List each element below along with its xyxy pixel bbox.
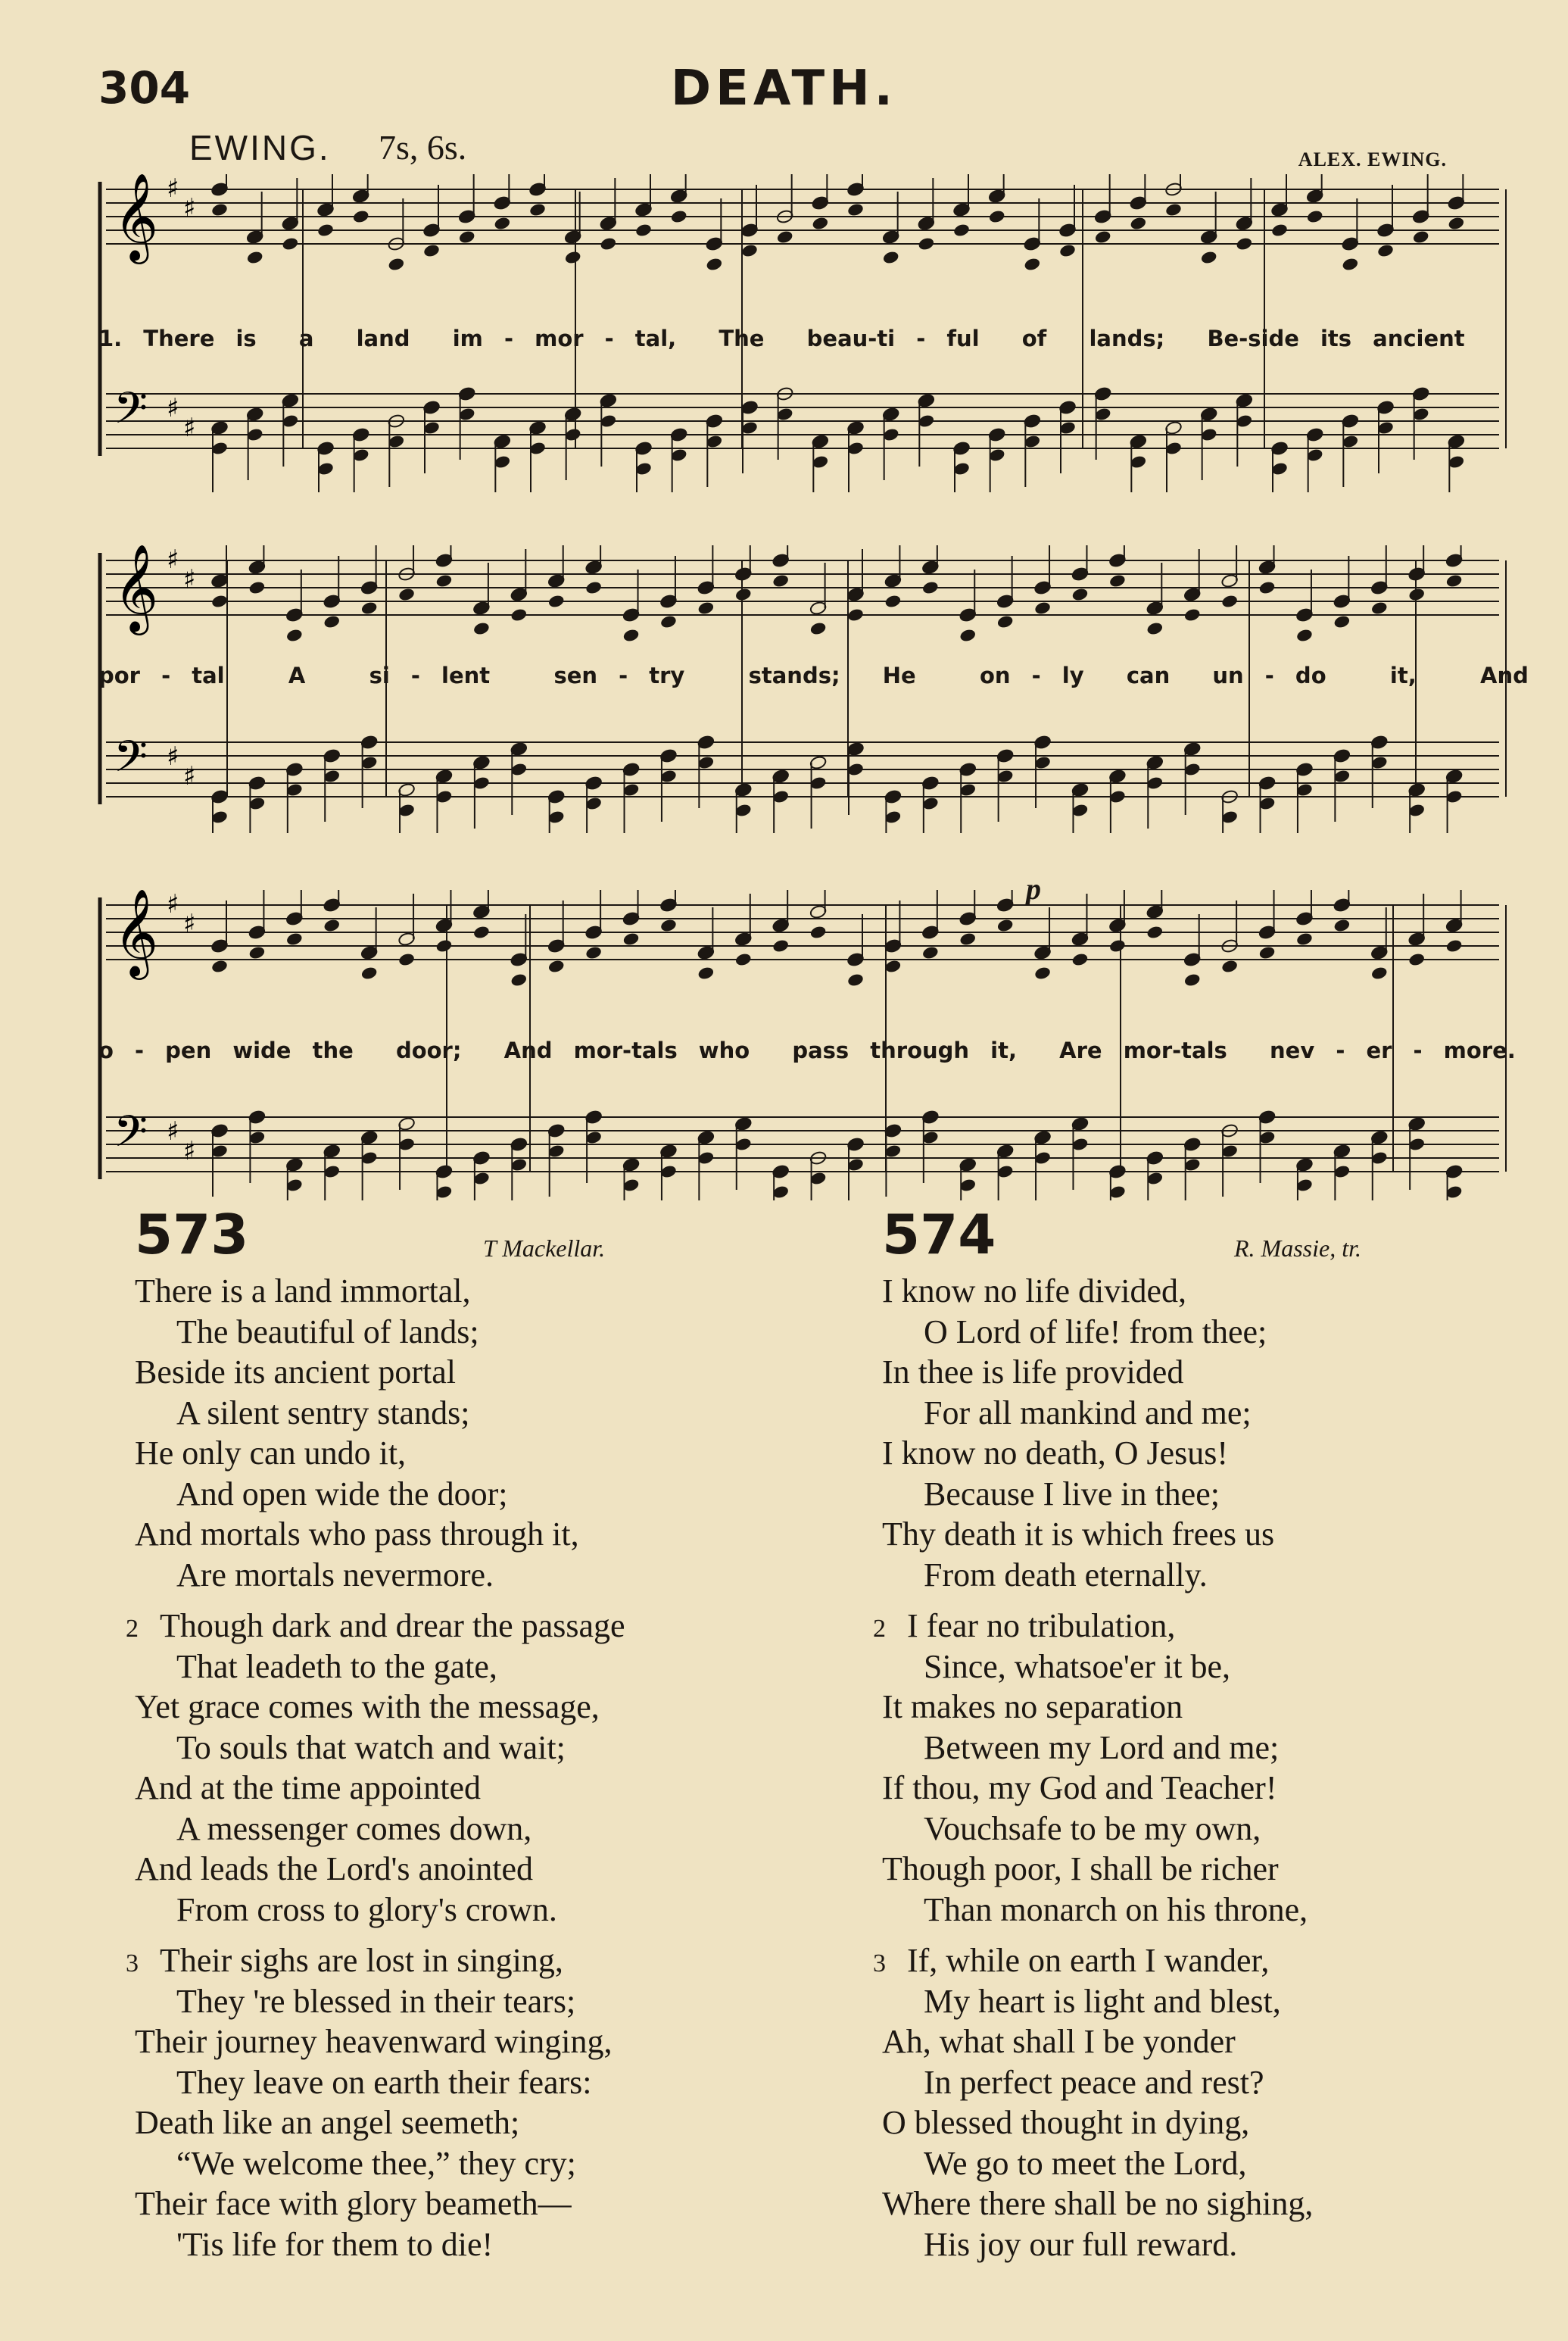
note-head [1295, 932, 1314, 947]
verse-text: Where there shall be no sighing, [882, 2185, 1314, 2222]
verse-text: For all mankind and me; [924, 1394, 1252, 1431]
note-head [846, 202, 865, 217]
note-head [812, 216, 830, 231]
verse-text: It makes no separation [882, 1688, 1183, 1725]
note-head [210, 594, 229, 609]
verse-line [135, 1312, 801, 1353]
note-head [472, 621, 491, 636]
note-head [285, 932, 304, 947]
note-head [809, 621, 828, 636]
verse-text: There is a land immortal, [135, 1272, 471, 1309]
note-head [1270, 223, 1289, 238]
note-head [397, 952, 416, 967]
note-head [1376, 243, 1395, 258]
verse-line [882, 2102, 1548, 2143]
note-head [846, 972, 865, 988]
hymn-number: 574 [882, 1203, 996, 1266]
verse-text: Though dark and drear the passage [160, 1607, 625, 1644]
note-head [472, 925, 491, 940]
note-head [210, 202, 229, 217]
note-head [1258, 580, 1277, 595]
note-head [547, 594, 566, 609]
verse-line [882, 1981, 1548, 2022]
verse-line [135, 1352, 801, 1393]
note-head [1024, 257, 1042, 272]
note-head [282, 236, 300, 251]
verse-line [882, 1890, 1548, 1931]
verse-text: And leads the Lord's anointed [135, 1850, 534, 1887]
note-head [996, 614, 1015, 629]
note-head [697, 601, 715, 616]
note-head [622, 932, 641, 947]
note-head [1183, 607, 1202, 623]
verse-text: “We welcome thee,” they cry; [176, 2144, 576, 2182]
verse-text: And open wide the door; [176, 1475, 508, 1512]
verse-text: Though poor, I shall be richer [882, 1850, 1279, 1887]
sharp-sign: ♯ [167, 393, 179, 423]
verse-text: Their face with glory beameth— [135, 2185, 572, 2222]
verse-text: The beautiful of lands; [176, 1313, 479, 1350]
verse-text: O Lord of life! from thee; [924, 1313, 1267, 1350]
verse-line [135, 2143, 801, 2184]
tune-name: EWING. [189, 128, 331, 167]
verse-text: They leave on earth their fears: [176, 2063, 592, 2101]
note-head [634, 223, 653, 238]
dynamic-mark: p [1026, 872, 1041, 906]
verse-line [135, 1474, 801, 1515]
note-head [921, 945, 940, 960]
note-head [921, 580, 940, 595]
verse-text: In perfect peace and rest? [924, 2063, 1264, 2101]
verse-text: Their sighs are lost in singing, [160, 1942, 563, 1979]
hymn-author: R. Massie, tr. [1234, 1234, 1361, 1262]
note-head [360, 966, 379, 981]
note-head [360, 601, 379, 616]
verse [126, 1606, 801, 1930]
verse-line [126, 1606, 801, 1647]
verse-line [135, 1647, 801, 1687]
note-head [706, 257, 724, 272]
verse [135, 1271, 801, 1595]
note-head [584, 580, 603, 595]
verse-text: Death like an angel seemeth; [135, 2104, 520, 2141]
verse-line [882, 1433, 1548, 1474]
bass-clef: 𝄢 [114, 731, 148, 793]
verse-number: 2 [126, 1615, 139, 1643]
verse-text: A messenger comes down, [176, 1809, 532, 1847]
verse-text: That leadeth to the gate, [176, 1647, 497, 1685]
lyric-line-1: 1. There is a land im - mor - tal, The beau-ti - ful of lands; Be-side its ancient [98, 326, 1465, 351]
hymn-573 [126, 1203, 801, 2265]
verse-number: 2 [873, 1615, 886, 1643]
note-head [1094, 229, 1112, 245]
verse-line [882, 1474, 1548, 1515]
lyric-line-2: por - tal A si - lent sen - try stands; He on - ly can un - do it, And [98, 663, 1529, 688]
note-head [697, 966, 715, 981]
verse-text: From death eternally. [924, 1556, 1208, 1593]
note-head [1370, 601, 1389, 616]
verse-line [882, 2021, 1548, 2062]
verse-text: Ah, what shall I be yonder [882, 2023, 1236, 2060]
note-head [323, 918, 341, 933]
note-head [352, 209, 370, 224]
verse-text: To souls that watch and wait; [176, 1728, 566, 1766]
verse-text: Because I live in thee; [924, 1475, 1220, 1512]
verse-line [882, 1849, 1548, 1890]
note-head [1108, 938, 1127, 954]
verse-line [882, 1312, 1548, 1353]
sharp-sign: ♯ [167, 741, 179, 772]
note-head [248, 945, 267, 960]
verse-text: And at the time appointed [135, 1769, 481, 1806]
verse-text: My heart is light and blest, [924, 1982, 1281, 2020]
verse-text: Vouchsafe to be my own, [924, 1809, 1261, 1847]
verse-text: Beside its ancient portal [135, 1353, 456, 1391]
verse-line [135, 1687, 801, 1728]
note-head [600, 236, 618, 251]
verse-list [873, 1271, 1548, 2265]
section-title: DEATH. [671, 61, 897, 117]
verse-line [135, 1849, 801, 1890]
verse-text: Their journey heavenward winging, [135, 2023, 613, 2060]
note-head [918, 236, 936, 251]
note-head [1146, 621, 1164, 636]
note-head [1071, 587, 1089, 602]
verse-text: O blessed thought in dying, [882, 2104, 1250, 2141]
verse-line [135, 1890, 801, 1931]
note-head [740, 243, 759, 258]
note-head [622, 628, 641, 643]
verse-text: His joy our full reward. [924, 2225, 1238, 2263]
sharp-sign: ♯ [167, 545, 179, 575]
verse-line [135, 1728, 801, 1768]
note-head [422, 243, 441, 258]
note-head [959, 932, 977, 947]
note-head [1370, 966, 1389, 981]
note-head [1033, 966, 1052, 981]
sharp-sign: ♯ [183, 761, 196, 791]
treble-clef: 𝄞 [114, 545, 159, 632]
verse-line [135, 1768, 801, 1809]
note-head [1333, 614, 1351, 629]
verse-text: Thy death it is which frees us [882, 1515, 1275, 1553]
verse-text: Are mortals nevermore. [176, 1556, 494, 1593]
note-head [734, 952, 753, 967]
verse-line [882, 1514, 1548, 1555]
note-head [1183, 972, 1202, 988]
note-head [670, 209, 688, 224]
verse [873, 1940, 1548, 2265]
note-head [1130, 216, 1148, 231]
verse-text: Since, whatsoe'er it be, [924, 1647, 1231, 1685]
music-system-2 [91, 545, 1529, 833]
verse-text: I fear no tribulation, [907, 1607, 1176, 1644]
note-head [285, 628, 304, 643]
verse-text: In thee is life provided [882, 1353, 1184, 1391]
note-head [659, 614, 678, 629]
verse-text: If, while on earth I wander, [907, 1942, 1270, 1979]
sharp-sign: ♯ [167, 174, 179, 204]
verse-text: Yet grace comes with the message, [135, 1688, 600, 1725]
verse [126, 1940, 801, 2265]
verse-number: 3 [126, 1949, 139, 1977]
note-head [1407, 952, 1426, 967]
verse-line [882, 1768, 1548, 1809]
verse-line [135, 2062, 801, 2103]
verse-line [873, 1940, 1548, 1981]
verse-line [882, 1809, 1548, 1849]
sharp-sign: ♯ [183, 909, 196, 939]
note-head [494, 216, 512, 231]
note-head [584, 945, 603, 960]
verse-line [882, 1687, 1548, 1728]
note-head [1333, 918, 1351, 933]
verse [873, 1606, 1548, 1930]
note-head [1146, 925, 1164, 940]
note-head [884, 959, 902, 974]
verse-line [126, 1940, 801, 1981]
verse-list [126, 1271, 801, 2265]
verse-line [135, 1555, 801, 1596]
note-head [659, 918, 678, 933]
staff-svg [91, 545, 1529, 833]
note-head [1407, 587, 1426, 602]
verse-line [882, 1728, 1548, 1768]
verse-line [135, 1809, 801, 1849]
note-head [510, 972, 528, 988]
verse-text: He only can undo it, [135, 1434, 407, 1472]
note-head [246, 250, 264, 265]
note-head [952, 223, 971, 238]
composer-credit: ALEX. EWING. [1298, 148, 1447, 170]
verse-text: I know no death, O Jesus! [882, 1434, 1229, 1472]
verse-line [135, 2102, 801, 2143]
sharp-sign: ♯ [183, 564, 196, 595]
verse-text: A silent sentry stands; [176, 1394, 470, 1431]
note-head [1164, 202, 1183, 217]
sharp-sign: ♯ [167, 1116, 179, 1147]
note-head [388, 257, 406, 272]
verse-text: I know no life divided, [882, 1272, 1187, 1309]
note-head [435, 573, 454, 588]
verse-text: And mortals who pass through it, [135, 1515, 579, 1553]
note-head [528, 202, 547, 217]
note-head [210, 959, 229, 974]
verse-number: 3 [873, 1949, 886, 1977]
verse-line [882, 2183, 1548, 2224]
note-head [1258, 945, 1277, 960]
sharp-sign: ♯ [183, 413, 196, 443]
note-head [564, 250, 582, 265]
note-head [882, 250, 900, 265]
note-head [458, 229, 476, 245]
verse-line [135, 1433, 801, 1474]
note-head [772, 573, 790, 588]
note-head [996, 918, 1015, 933]
note-head [1445, 573, 1464, 588]
treble-clef: 𝄞 [114, 174, 159, 261]
verse-line [873, 1606, 1548, 1647]
verse-line [882, 1352, 1548, 1393]
hymn-574 [873, 1203, 1548, 2265]
verse-text: From cross to glory's crown. [176, 1890, 557, 1928]
note-head [846, 607, 865, 623]
verse-line [135, 1271, 801, 1312]
verse-text: Than monarch on his throne, [924, 1890, 1308, 1928]
note-head [547, 959, 566, 974]
note-head [809, 925, 828, 940]
verse-line [135, 2183, 801, 2224]
verse-line [135, 2224, 801, 2265]
note-head [1306, 209, 1324, 224]
note-head [510, 607, 528, 623]
note-head [316, 223, 335, 238]
note-head [248, 580, 267, 595]
note-head [776, 229, 794, 245]
note-head [1033, 601, 1052, 616]
hymn-number: 573 [135, 1203, 249, 1266]
note-head [1220, 594, 1239, 609]
note-head [1295, 628, 1314, 643]
page-number: 304 [98, 62, 191, 114]
verse-text: If thou, my God and Teacher! [882, 1769, 1277, 1806]
tune-meter: 7s, 6s. [379, 128, 467, 167]
note-head [1058, 243, 1077, 258]
note-head [959, 628, 977, 643]
note-head [1448, 216, 1466, 231]
note-head [1071, 952, 1089, 967]
note-head [323, 614, 341, 629]
verse-text: We go to meet the Lord, [924, 2144, 1247, 2182]
verse-line [882, 1555, 1548, 1596]
verse-line [135, 1514, 801, 1555]
verse-text: 'Tis life for them to die! [176, 2225, 494, 2263]
sharp-sign: ♯ [167, 890, 179, 919]
bass-clef: 𝄢 [114, 1106, 148, 1168]
verse-line [135, 1393, 801, 1434]
note-head [772, 938, 790, 954]
sharp-sign: ♯ [183, 193, 196, 223]
note-head [734, 587, 753, 602]
note-head [397, 587, 416, 602]
verse-line [882, 2143, 1548, 2184]
note-head [1108, 573, 1127, 588]
verse-line [882, 2062, 1548, 2103]
note-head [988, 209, 1006, 224]
verse-line [882, 2224, 1548, 2265]
note-head [1200, 250, 1218, 265]
treble-clef: 𝄞 [114, 890, 159, 976]
note-head [435, 938, 454, 954]
note-head [1412, 229, 1430, 245]
note-head [1220, 959, 1239, 974]
verse-line [135, 1981, 801, 2022]
note-head [1236, 236, 1254, 251]
verse-line [882, 1647, 1548, 1687]
verse [882, 1271, 1548, 1595]
verse-line [882, 1271, 1548, 1312]
verse-line [882, 1393, 1548, 1434]
lyric-line-3: o - pen wide the door; And mor-tals who pass through it, Are mor-tals nev - er - more. [98, 1038, 1516, 1063]
hymn-author: T Mackellar. [483, 1234, 606, 1262]
bass-clef: 𝄢 [114, 382, 148, 445]
sharp-sign: ♯ [183, 1136, 196, 1166]
note-head [884, 594, 902, 609]
note-head [1342, 257, 1360, 272]
verse-line [135, 2021, 801, 2062]
verse-text: Between my Lord and me; [924, 1728, 1280, 1766]
verse-text: They 're blessed in their tears; [176, 1982, 576, 2020]
note-head [1445, 938, 1464, 954]
